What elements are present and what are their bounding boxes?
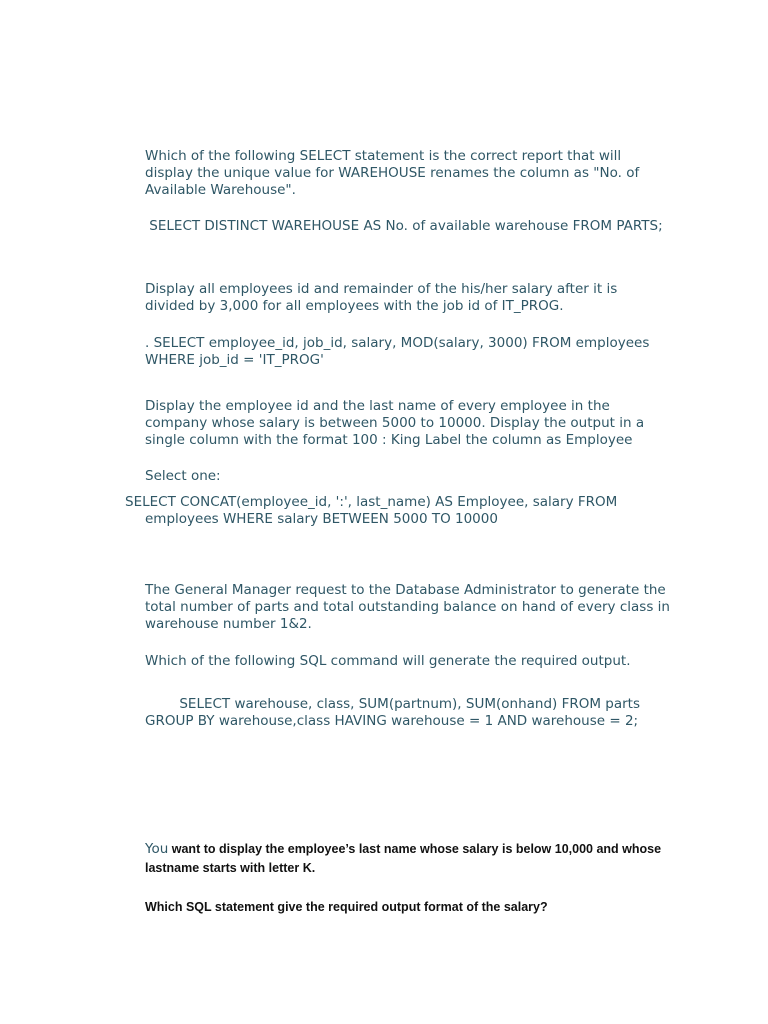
q5-you-word: You [145,841,169,857]
q1-question: Which of the following SELECT statement is the correct report that will display the unique value for WAREHOUSE renames the column as "No. of Available Warehouse". [145,148,644,198]
q4-prompt: Which of the following SQL command will generate the required output. [145,653,631,669]
q5-question-rest: want to display the employee’s last name whose salary is below 10,000 and whose lastname starts with letter K. [145,842,665,875]
q3-answer: SELECT CONCAT(employee_id, ':', last_name) AS Employee, salary FROM employees WHERE salary BETWEEN 5000 TO 10000 [125,494,622,527]
q5-question [145,840,670,878]
q3-question: Display the employee id and the last name of every employee in the company whose salary is between 5000 to 10000. Display the output in a single column with the format 100 : King Label the column as Employee [145,398,649,448]
q1-answer: SELECT DISTINCT WAREHOUSE AS No. of available warehouse FROM PARTS; [145,218,663,234]
q2-question: Display all employees id and remainder of the his/her salary after it is divided by 3,000 for all employees with the job id of IT_PROG. [145,281,622,314]
q5-answer-block: SELECT warehouse, class, SUM(partnum), SUM(onhand) FROM parts GROUP BY warehouse,class HAVING warehouse = 1 AND warehouse = 2; [145,696,645,729]
q4-question: The General Manager request to the Database Administrator to generate the total number of parts and total outstanding balance on hand of every class in warehouse number 1&2. [145,582,675,632]
q2-answer: . SELECT employee_id, job_id, salary, MOD(salary, 3000) FROM employees WHERE job_id = 'IT_PROG' [145,335,654,368]
q5-prompt: Which SQL statement give the required output format of the salary? [145,900,548,914]
q3-select-one: Select one: [145,468,221,484]
